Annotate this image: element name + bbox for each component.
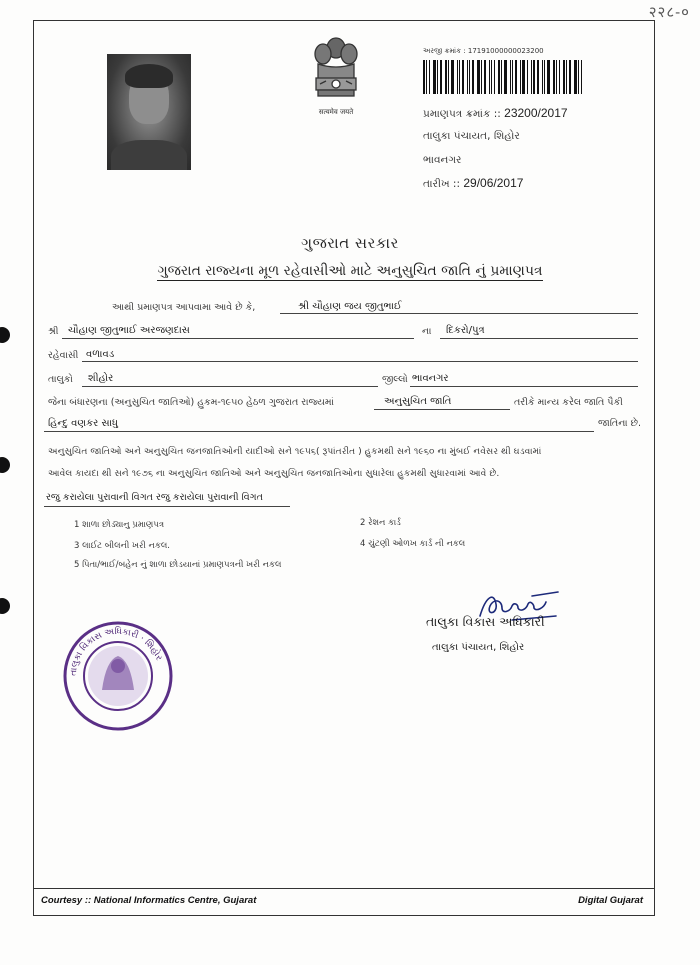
district-line <box>410 386 638 387</box>
intro-label: આથી પ્રમાણપત્ર આપવામા આવે છે કે, <box>112 302 256 313</box>
footer-brand: Digital Gujarat <box>578 895 643 906</box>
holder-name-line <box>280 313 638 314</box>
parent-name: ચૌહાણ જીતુભાઈ અરજણદાસ <box>68 325 190 336</box>
signatory-title: તાલુકા વિકાસ અધિકારી <box>426 614 545 629</box>
parent-name-line <box>62 338 414 339</box>
official-seal <box>62 620 174 732</box>
evidence-item: 4 ચુંટણી ઓળખ કાર્ડ ની નકલ <box>360 539 466 549</box>
recognized-text: તરીકે માન્ય કરેલ જાતિ પૈકી <box>514 397 623 408</box>
relation-line <box>440 338 638 339</box>
shri-label: શ્રી <box>48 326 59 337</box>
taluka-label: તાલુકો <box>48 374 73 385</box>
category-value: અનુસુચિત જાતિ <box>384 396 452 407</box>
taluka-line <box>82 386 378 387</box>
residence-label: રહેવાસી <box>48 350 79 361</box>
evidence-heading: રજુ કરાયેલા પુરાવાની વિગત રજુ કરાયેલા પુરાવાની વિગત <box>46 492 263 503</box>
relation-value: દિકરો/પુત્ર <box>446 325 485 336</box>
note-line-2: આવેલ કાયદા થી સને ૧૯૭૬ ના અનુસુચિત જાતિઓ અને અનુસુચિત જનજાતિઓના સુધારેલા હુકમથી સુધારવામાં આવે છે. <box>48 468 500 479</box>
residence-line <box>82 361 638 362</box>
certificate-number: પ્રમાણપત્ર ક્રમાંક :: 23200/2017 <box>423 106 568 120</box>
category-line <box>374 409 510 410</box>
caste-value: હિન્દુ વણકર સાધુ <box>48 418 119 429</box>
applicant-photo <box>107 54 191 170</box>
application-number: અરજી ક્રમાંક : 17191000000023200 <box>423 47 544 55</box>
office-line-2: ભાવનગર <box>423 154 462 166</box>
evidence-item: 2 રેશન કાર્ડ <box>360 518 401 528</box>
emblem-motto: सत्यमेव जयते <box>318 108 354 116</box>
government-title: ગુજરાત સરકાર <box>301 234 399 252</box>
signatory-office: તાલુકા પંચાયત, શિહોર <box>432 642 525 653</box>
certificate-title: ગુજરાત રાજ્યના મૂળ રહેવાસીઓ માટે અનુસુચિત જાતિ નું પ્રમાણપત્ર <box>157 263 543 279</box>
constitution-text: જેના બંધારણના (અનુસુચિત જાતિઓ) હુકમ-૧૯૫૦ હેઠળ ગુજરાત રાજ્યમાં <box>48 397 334 408</box>
taluka-value: શીહોર <box>88 373 114 384</box>
district-value: ભાવનગર <box>412 373 449 384</box>
footer-courtesy: Courtesy :: National Informatics Centre, Gujarat <box>41 895 257 906</box>
caste-suffix: જાતિના છે. <box>598 418 641 429</box>
residence-value: વળાવડ <box>86 349 115 360</box>
na-label: ના <box>422 326 432 337</box>
evidence-item: 5 પિતા/ભાઈ/બહેન નું શાળા છોડયાનાં પ્રમાણપત્રની ખરી નકલ <box>74 560 282 570</box>
margin-note: २२८-० <box>648 3 690 21</box>
barcode <box>423 60 585 94</box>
footer <box>33 888 655 912</box>
evidence-item: 3 લાઈટ બીલની ખરી નકલ. <box>74 541 170 551</box>
office-line-1: તાલુકા પંચાયત, શિહોર <box>423 130 520 142</box>
note-line-1: અનુસુચિત જાતિઓ અને અનુસુચિત જનજાતિઓની યાદીઓ સને ૧૯૫૬( રૂપાંતરીત ) હુકમથી સને ૧૯૬૦ ના મુંબઈ નવેસર થી ઘડવામાં <box>48 446 542 457</box>
svg-text:તાલુકા વિકાસ અધિકારી · શિહોર: તાલુકા વિકાસ અધિકારી · શિહોર <box>68 626 164 677</box>
holder-name: શ્રી ચૌહાણ જય જીતુભાઈ <box>298 301 402 312</box>
national-emblem-icon <box>308 34 364 110</box>
issue-date: તારીખ :: 29/06/2017 <box>423 176 524 190</box>
caste-line <box>44 431 594 432</box>
district-label: જીલ્લો <box>382 374 408 385</box>
evidence-heading-underline <box>44 506 290 507</box>
evidence-item: 1 શાળા છોડ્યાનુ પ્રમાણપત્ર <box>74 520 165 530</box>
